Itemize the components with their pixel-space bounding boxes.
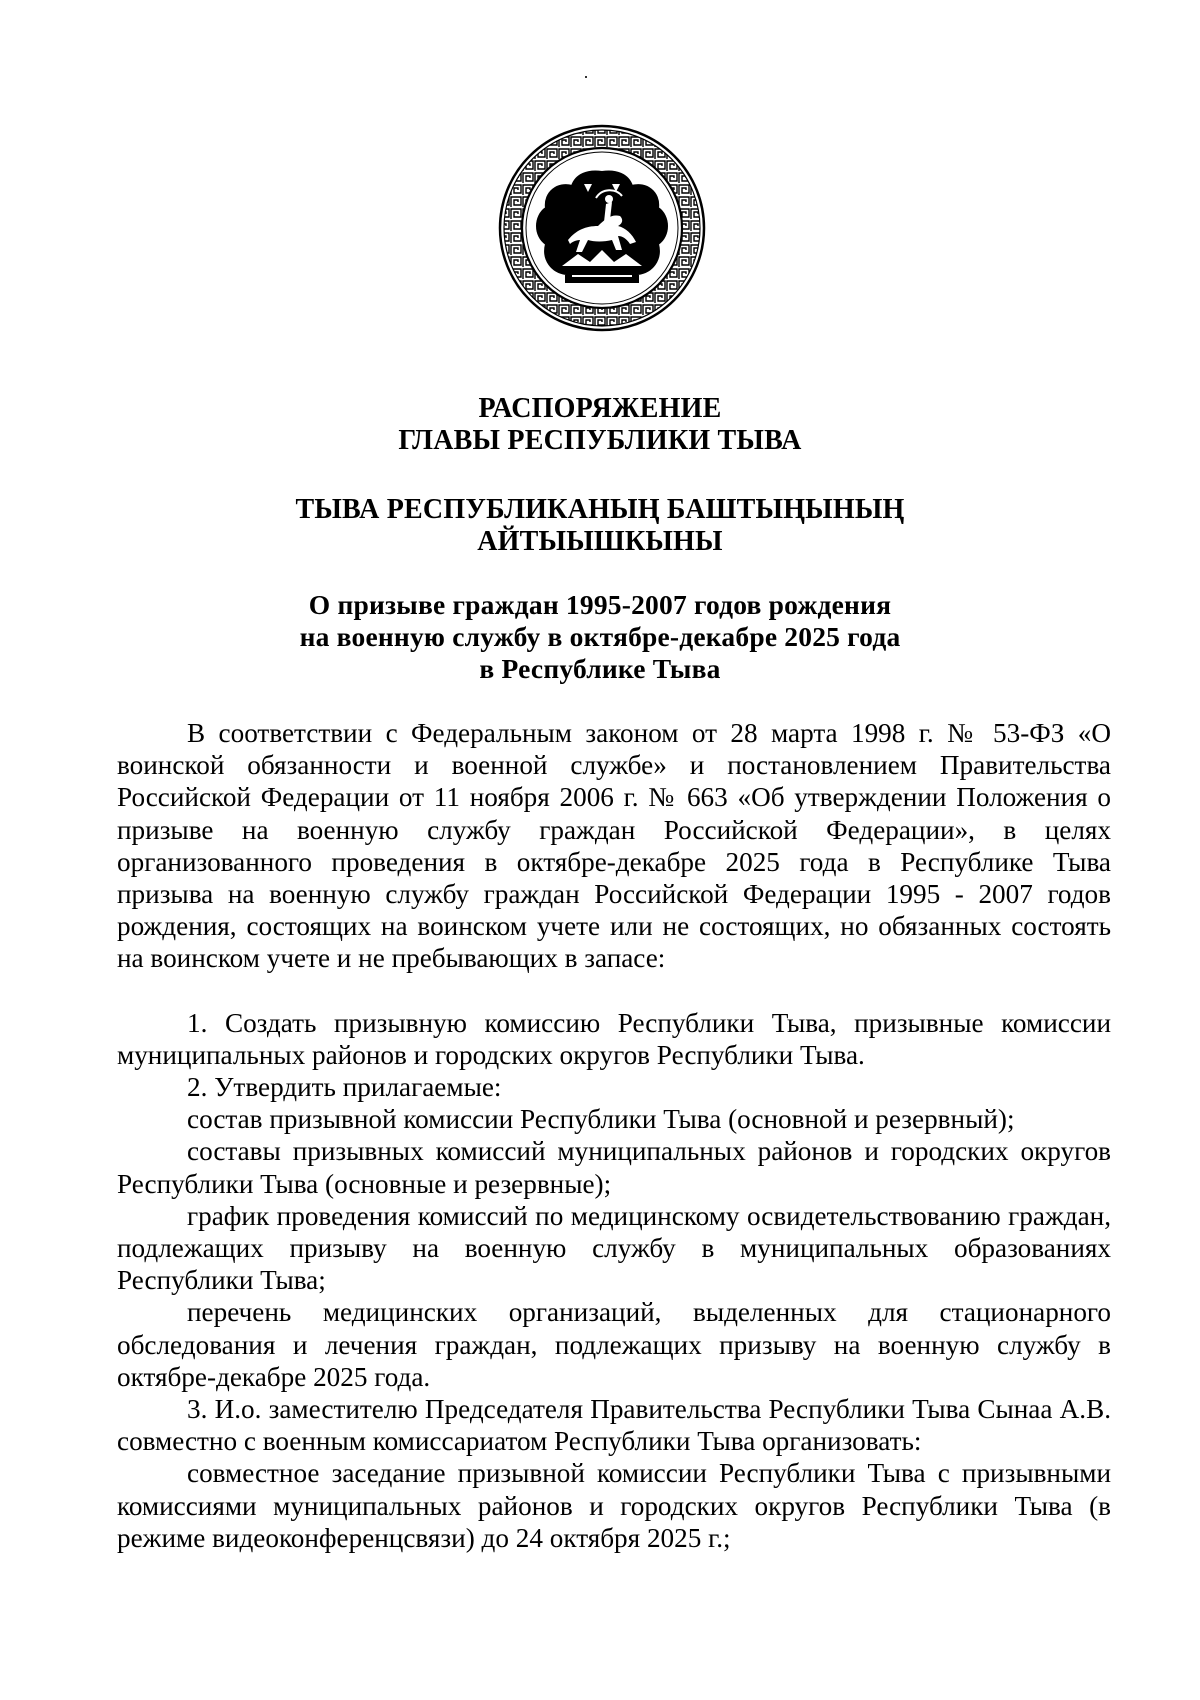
document-body [117,717,1111,1554]
scan-speck [585,76,587,78]
paragraph-item-2-a: состав призывной комиссии Республики Тыва (основной и резервный); [187,1104,1015,1135]
document-subject [100,589,1100,685]
subject-line-1: О призыве граждан 1995-2007 годов рождения [308,589,892,620]
subject-line-2: на военную службу в октябре-декабре 2025 года [299,621,901,652]
paragraph-item-2: 2. Утвердить прилагаемые: [187,1072,502,1103]
coat-of-arms-emblem [498,124,706,332]
paragraph-item-2-b: составы призывных комиссий муниципальных районов и городских округов Республики Тыва (основные и резервные); [117,1136,1111,1199]
paragraph-item-3: 3. И.о. заместителю Председателя Правительства Республики Тыва Сынаа А.В. совместно с военным комиссариатом Республики Тыва организовать: [117,1394,1111,1457]
paragraph-item-3-a: совместное заседание призывной комиссии Республики Тыва с призывными комиссиями муниципальных районов и городских округов Республики Тыва (в режиме видеоконференцсвязи) до 24 октября 2025 г.; [117,1458,1111,1553]
title-ru-line-2: ГЛАВЫ РЕСПУБЛИКИ ТЫВА [398,425,802,456]
subject-line-3: в Республике Тыва [479,653,721,684]
paragraph-item-1: 1. Создать призывную комиссию Республики Тыва, призывные комиссии муниципальных районов и городских округов Республики Тыва. [117,1007,1111,1070]
document-title-tuvan [100,494,1100,558]
paragraph-preamble: В соответствии с Федеральным законом от 28 марта 1998 г. № 53-ФЗ «О воинской обязанности и военной службе» и постановлением Правительства Российской Федерации от 11 ноября 2006 г. № 663 «Об утверждении Положения о призыве на военную службу граждан Российской Федерации», в целях организованного проведения в октябре-декабре 2025 года в Республике Тыва призыва на военную службу граждан Российской Федерации 1995 - 2007 годов рождения, состоящих на воинском учете или не состоящих, но обязанных состоять на воинском учете и не пребывающих в запасе: [117,718,1111,974]
five-lobed-shield [537,172,667,282]
title-tyv-line-1: ТЫВА РЕСПУБЛИКАНЫҢ БАШТЫҢЫНЫҢ [295,494,905,525]
paragraph-item-2-c: график проведения комиссий по медицинскому освидетельствованию граждан, подлежащих призыву на военную службу в муниципальных образованиях Республики Тыва; [117,1200,1111,1296]
document-title-russian [100,393,1100,457]
paragraph-item-2-d: перечень медицинских организаций, выделенных для стационарного обследования и лечения граждан, подлежащих призыву на военную службу в октябре-декабре 2025 года. [117,1297,1111,1392]
title-tyv-line-2: АЙТЫЫШКЫНЫ [477,526,723,557]
title-ru-line-1: РАСПОРЯЖЕНИЕ [478,393,722,424]
